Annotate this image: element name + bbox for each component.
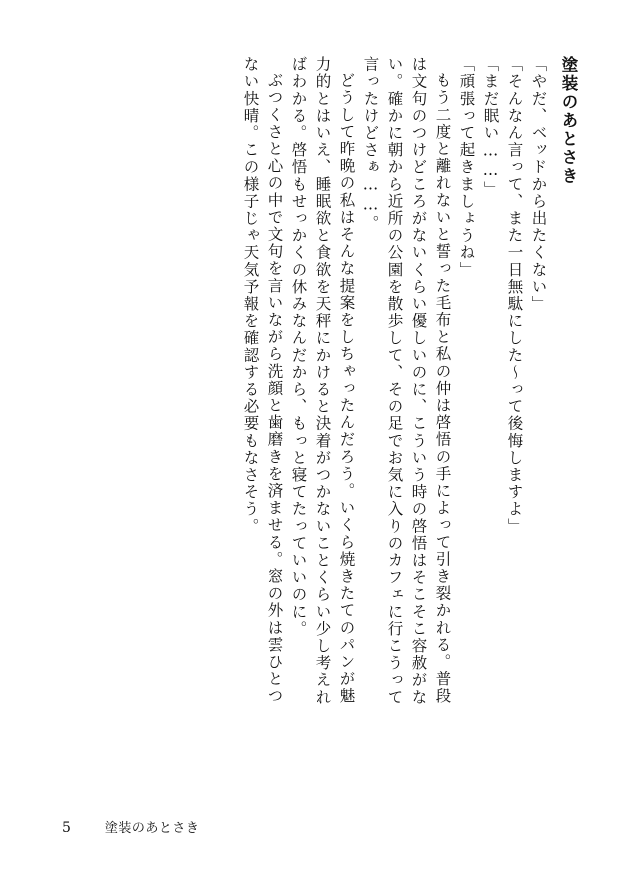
body-column: 力的とはいえ、睡眠欲と食欲を天秤にかけると決着がつかないことくらい少し考えれ xyxy=(313,56,332,706)
vertical-text-area xyxy=(44,56,576,756)
body-column: 言ったけどさぁ……。 xyxy=(361,56,380,232)
body-column: 「やだ、ベッドから出たくない」 xyxy=(529,56,548,313)
body-column: ぶつくさと心の中で文句を言いながら洗顔と歯磨きを済ませる。窓の外は雲ひとつ xyxy=(265,72,284,705)
body-column: どうして昨晩の私はそんな提案をしちゃったんだろう。いくら焼きたてのパンが魅 xyxy=(337,72,356,705)
body-column: もう二度と離れないと誓った毛布と私の仲は啓悟の手によって引き裂かれる。普段 xyxy=(433,72,452,705)
body-column: ない快晴。この様子じゃ天気予報を確認する必要もなさそう。 xyxy=(241,56,260,535)
page-number: 5 xyxy=(62,820,71,836)
body-column: 「頑張って起きましょうね」 xyxy=(457,56,476,279)
page-title: 塗装のあとさき xyxy=(559,56,578,186)
body-column: ばわかる。啓悟もせっかくの休みなんだから、もっと寝てたっていいのに。 xyxy=(289,56,308,638)
running-title: 塗装のあとさき xyxy=(104,821,200,836)
body-column: は文句のつけどころがないくらい優しいのに、こういう時の啓悟はそこそこ容赦がな xyxy=(409,56,428,706)
body-column: 「そんなん言って、また一日無駄にした〜って後悔しますよ」 xyxy=(505,56,524,535)
page-footer xyxy=(62,817,199,836)
body-column: 「まだ眠い……」 xyxy=(481,56,500,198)
body-column: い。確かに朝から近所の公園を散歩して、その足でお気に入りのカフェに行こうって xyxy=(385,56,404,706)
